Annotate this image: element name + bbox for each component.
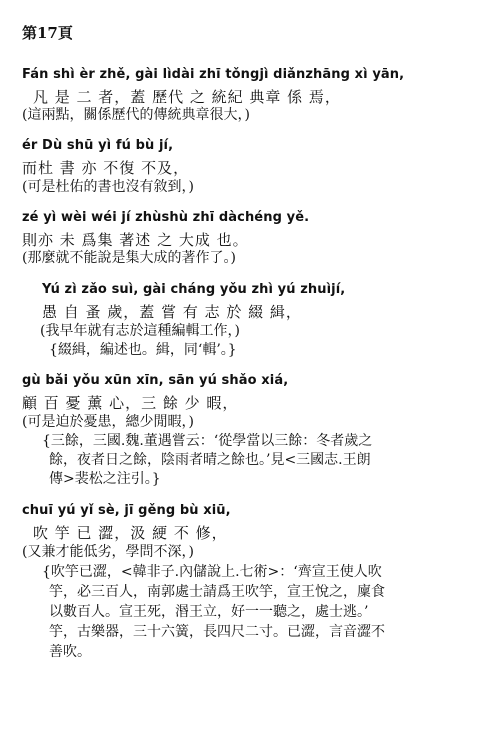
pinyin-line: Fán shì èr zhě, gài lìdài zhī tǒngjì diǎnzhāng xì yān, xyxy=(22,67,405,82)
annotation-note: {綴緝，編述也。緝，同‘輯’。} xyxy=(49,342,237,358)
classical-text-line: 顧 百 憂 薰 心，三 餘 少 暇， xyxy=(22,394,239,412)
classical-text-line: 凡 是 二 者，蓋 歷代 之 統紀 典章 係 焉， xyxy=(33,88,341,106)
annotation-note: 善吹。 xyxy=(49,644,91,660)
translation-line: (我早年就有志於這種編輯工作，) xyxy=(40,323,240,339)
annotation-note: {三餘，三國.魏.董遇嘗云：‘從學當以三餘：冬者歲之 xyxy=(42,433,373,449)
translation-line: (又兼才能低劣，學問不深，) xyxy=(22,544,194,560)
annotation-note: 餘，夜者日之餘，陰雨者晴之餘也。’見<三國志.王朗 xyxy=(49,452,371,468)
page-number: 第17頁 xyxy=(22,24,73,42)
annotation-note: 以數百人。宣王死，湣王立，好一一聽之，處士逃。’ xyxy=(49,604,369,620)
translation-line: (那麼就不能說是集大成的著作了。) xyxy=(22,250,236,266)
pinyin-line: gù bǎi yǒu xūn xīn, sān yú shǎo xiá, xyxy=(22,373,289,388)
classical-text-line: 愚 自 蚤 歲，蓋 嘗 有 志 於 綴 緝， xyxy=(42,303,302,321)
pinyin-line: Yú zì zǎo suì, gài cháng yǒu zhì yú zhuìjí, xyxy=(42,282,346,297)
translation-line: (這兩點，關係歷代的傳統典章很大，) xyxy=(22,107,250,123)
pinyin-line: chuī yú yǐ sè, jī gěng bù xiū, xyxy=(22,503,231,518)
translation-line: (可是迫於憂患，總少閒暇，) xyxy=(22,414,194,430)
annotation-note: 竽，必三百人，南郭處士請爲王吹竽，宣王悅之，廩食 xyxy=(49,584,385,600)
classical-text-line: 吹 竽 已 澀，汲 綆 不 修， xyxy=(33,524,228,542)
annotation-note: 傳>裴松之注引。} xyxy=(49,471,161,487)
pinyin-line: zé yì wèi wéi jí zhùshù zhī dàchéng yě. xyxy=(22,210,310,225)
classical-text-line: 則亦 未 爲集 著述 之 大成 也。 xyxy=(22,231,249,249)
annotation-note: {吹竽已澀，<韓非子.內儲說上.七術>：‘齊宣王使人吹 xyxy=(42,564,382,580)
pinyin-line: ér Dù shū yì fú bù jí, xyxy=(22,138,174,153)
classical-text-line: 而杜 書 亦 不復 不及， xyxy=(22,159,190,177)
annotation-note: 竽，古樂器，三十六簧，長四尺二寸。已澀，言音澀不 xyxy=(49,624,385,640)
translation-line: (可是杜佑的書也沒有敘到，) xyxy=(22,179,194,195)
